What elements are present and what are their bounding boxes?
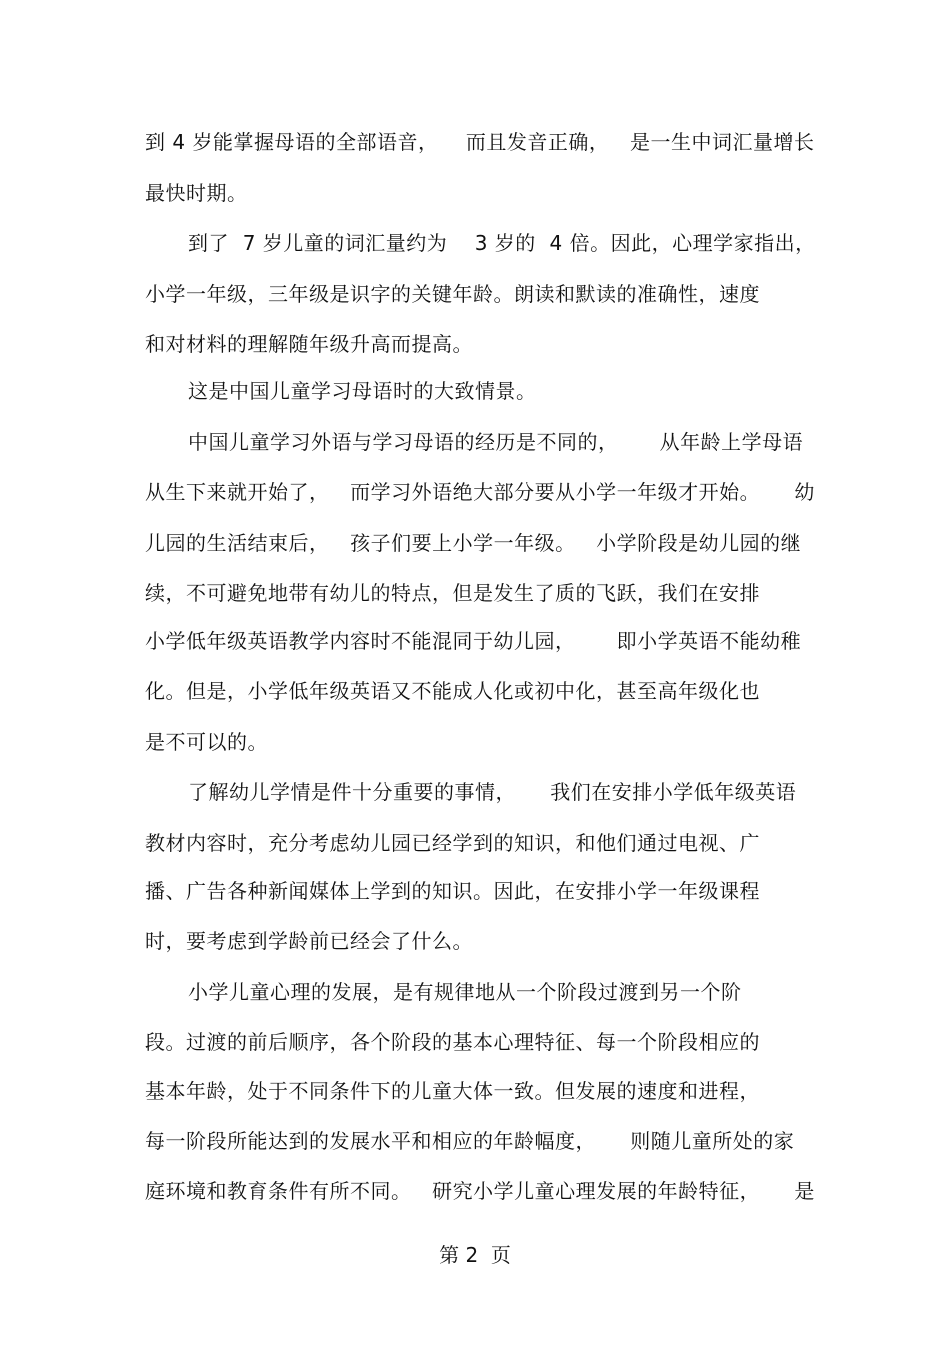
paragraph-start: 中国儿童学习外语与学习母语的经历是不同的， 从年龄上学母语: [188, 430, 804, 454]
text-line: 庭环境和教育条件有所不同。 研究小学儿童心理发展的年龄特征， 是: [145, 1179, 815, 1203]
paragraph-start: 这是中国儿童学习母语时的大致情景。: [188, 379, 537, 403]
text-line: 续，不可避免地带有幼儿的特点，但是发生了质的飞跃，我们在安排: [145, 581, 760, 605]
text-line: 和对材料的理解随年级升高而提高。: [145, 332, 473, 356]
text-line: 从生下来就开始了， 而学习外语绝大部分要从小学一年级才开始。 幼: [145, 480, 815, 504]
text-line: 播、广告各种新闻媒体上学到的知识。因此，在安排小学一年级课程: [145, 879, 760, 903]
paragraph-start: 到了 7 岁儿童的词汇量约为 3 岁的 4 倍。因此，心理学家指出，: [188, 231, 816, 255]
paragraph-start: 了解幼儿学情是件十分重要的事情， 我们在安排小学低年级英语: [188, 780, 797, 804]
paragraph-start: 小学儿童心理的发展，是有规律地从一个阶段过渡到另一个阶: [188, 980, 742, 1004]
text-line: 儿园的生活结束后， 孩子们要上小学一年级。 小学阶段是幼儿园的继: [145, 531, 802, 555]
text-line: 小学一年级，三年级是识字的关键年龄。朗读和默读的准确性，速度: [145, 282, 760, 306]
text-line: 每一阶段所能达到的发展水平和相应的年龄幅度， 则随儿童所处的家: [145, 1129, 795, 1153]
text-line: 段。过渡的前后顺序，各个阶段的基本心理特征、每一个阶段相应的: [145, 1030, 760, 1054]
text-line: 教材内容时，充分考虑幼儿园已经学到的知识，和他们通过电视、广: [145, 831, 760, 855]
text-line: 最快时期。: [145, 181, 248, 205]
page-number: 第 2 页: [439, 1243, 511, 1267]
text-line: 小学低年级英语教学内容时不能混同于幼儿园， 即小学英语不能幼稚: [145, 629, 802, 653]
text-line: 时，要考虑到学龄前已经会了什么。: [145, 929, 473, 953]
text-line: 基本年龄，处于不同条件下的儿童大体一致。但发展的速度和进程，: [145, 1079, 760, 1103]
text-line: 化。但是，小学低年级英语又不能成人化或初中化，甚至高年级化也: [145, 679, 760, 703]
text-line: 到 4 岁能掌握母语的全部语音， 而且发音正确， 是一生中词汇量增长: [145, 130, 815, 154]
text-line: 是不可以的。: [145, 730, 268, 754]
